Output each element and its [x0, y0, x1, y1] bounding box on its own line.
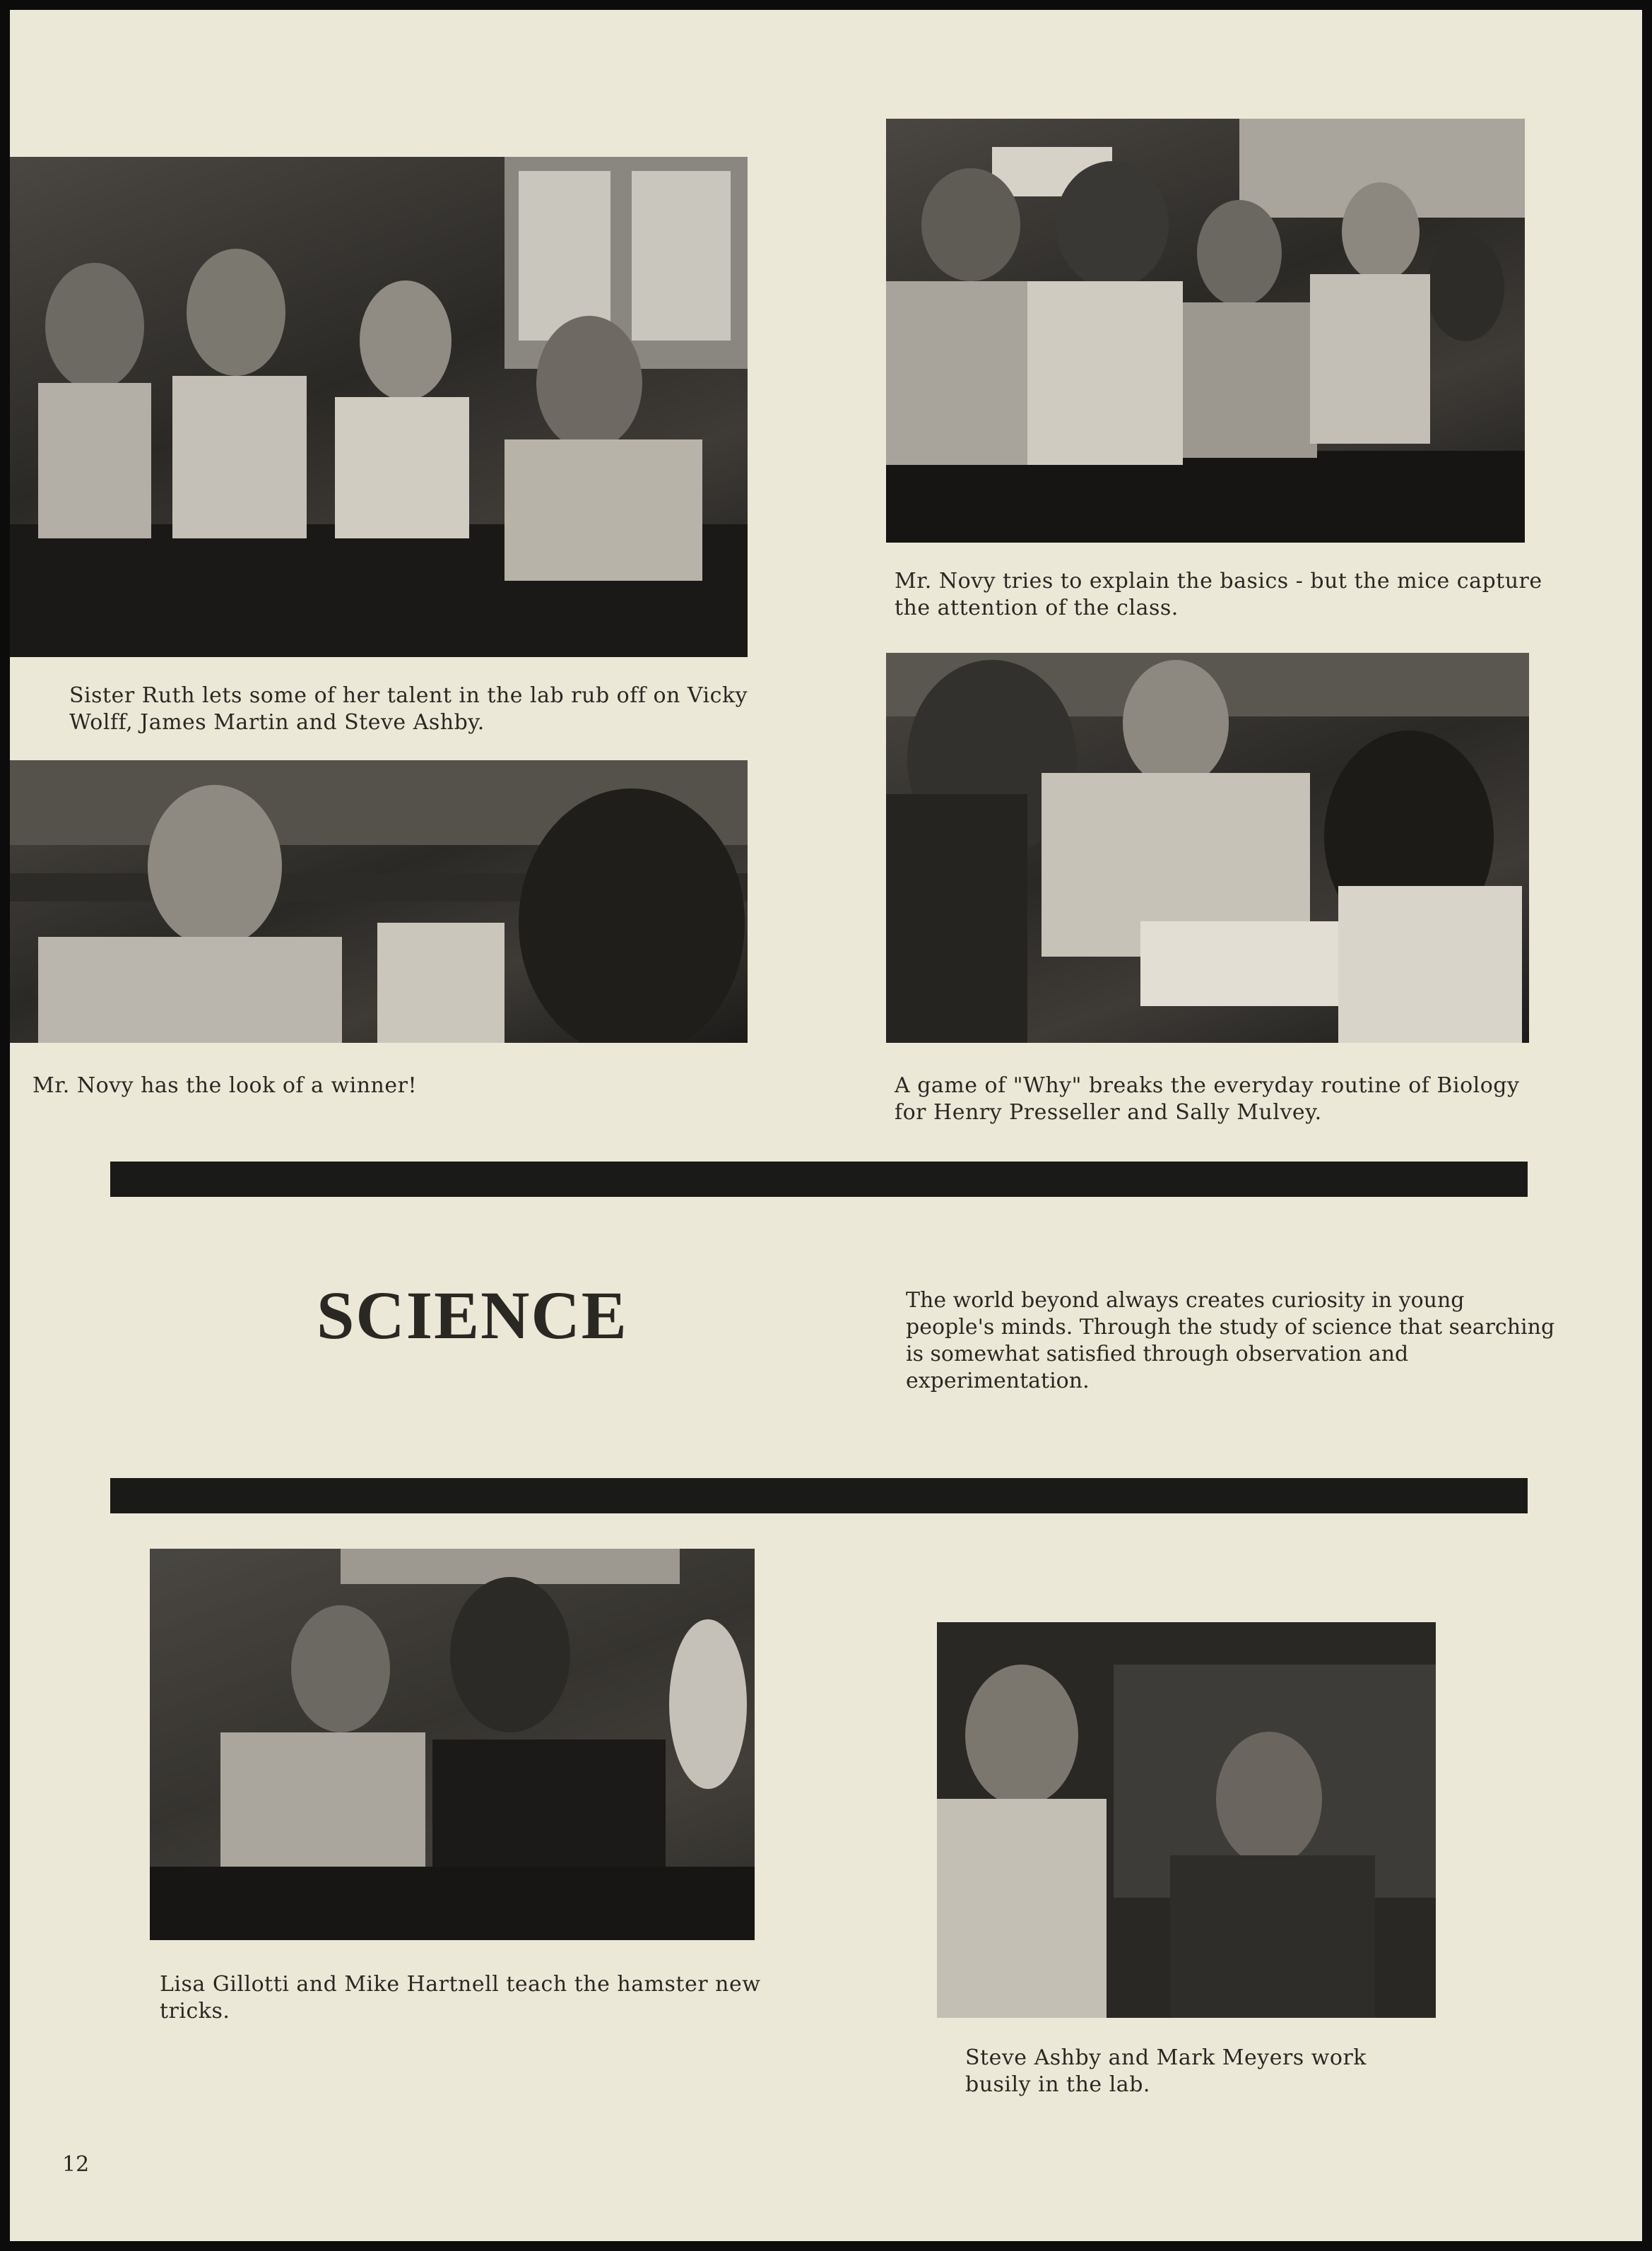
photo-novy-basics — [886, 119, 1525, 543]
section-intro: The world beyond always creates curiosity in young people's minds. Through the study of science that searching is somewhat satisfied through observation and experimentation. — [906, 1288, 1555, 1393]
caption-novy-winner: Mr. Novy has the look of a winner! — [33, 1073, 418, 1098]
caption-game-of-why: A game of "Why" breaks the everyday routine of Biology for Henry Presseller and Sally Mulvey. — [895, 1073, 1520, 1125]
divider-top — [110, 1162, 1528, 1197]
caption-lisa-mike: Lisa Gillotti and Mike Hartnell teach the hamster new tricks. — [160, 1972, 761, 2023]
section-title: SCIENCE — [317, 1277, 628, 1353]
caption-sister-ruth: Sister Ruth lets some of her talent in the lab rub off on Vicky Wolff, James Martin and Steve Ashby. — [69, 683, 748, 735]
photo-lisa-mike — [150, 1549, 755, 1940]
photo-sister-ruth-lab — [10, 157, 748, 657]
photo-novy-winner — [10, 760, 748, 1043]
yearbook-page — [10, 10, 1642, 2241]
caption-steve-mark: Steve Ashby and Mark Meyers work busily in the lab. — [965, 2045, 1367, 2097]
caption-novy-basics: Mr. Novy tries to explain the basics - but the mice capture the attention of the class. — [895, 569, 1542, 620]
page-number: 12 — [62, 2152, 90, 2177]
photo-steve-mark — [937, 1622, 1436, 2018]
divider-bottom — [110, 1478, 1528, 1513]
photo-game-of-why — [886, 653, 1529, 1043]
